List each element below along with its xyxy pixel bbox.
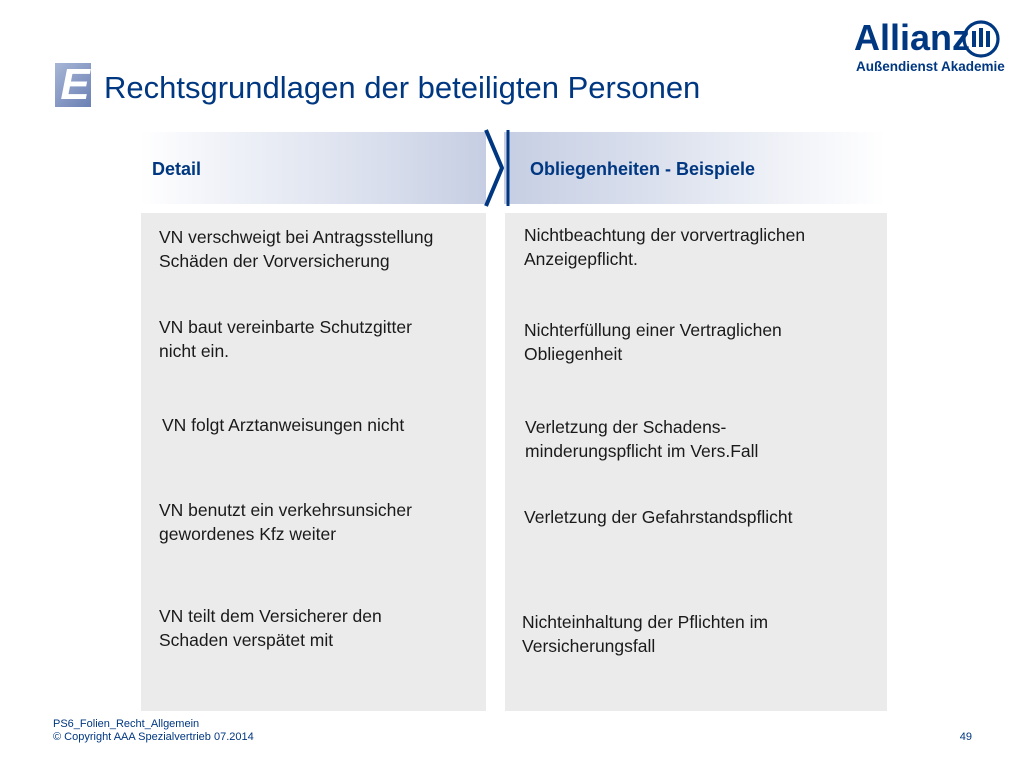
column-label-examples: Obliegenheiten - Beispiele [530,159,756,179]
example-item-2: Nichterfüllung einer Vertraglichen Obliegenheit [524,320,782,364]
section-letter: E [60,60,90,109]
footer-copyright: © Copyright AAA Spezialvertrieb 07.2014 [53,731,254,743]
allianz-eagle-emblem-icon [962,20,1000,58]
column-label-detail: Detail [152,159,202,179]
detail-item-1: VN verschweigt bei Antragsstellung Schäden der Vorversicherung [159,227,434,271]
detail-item-5: VN teilt dem Versicherer den Schaden verspätet mit [159,606,382,650]
example-item-1: Nichtbeachtung der vorvertraglichen Anzeigepflicht. [524,225,806,269]
detail-item-2: VN baut vereinbarte Schutzgitter nicht ein. [159,317,412,361]
allianz-logo-wordmark: Allianz [854,17,971,58]
page-title: Rechtsgrundlagen der beteiligten Personen [104,70,701,105]
detail-item-4: VN benutzt ein verkehrsunsicher gewordenes Kfz weiter [159,500,412,544]
section-badge [55,60,91,109]
chevron-right-icon [478,128,512,208]
page-number: 49 [959,731,972,743]
example-item-3: Verletzung der Schadens- minderungspflicht im Vers.Fall [525,417,759,461]
example-item-4: Verletzung der Gefahrstandspflicht [524,507,793,527]
detail-item-3: VN folgt Arztanweisungen nicht [162,415,405,435]
footer-filename: PS6_Folien_Recht_Allgemein [53,718,200,730]
example-item-5: Nichteinhaltung der Pflichten im Versicherungsfall [522,612,769,656]
allianz-logo-subtitle: Außendienst Akademie [856,59,1005,74]
